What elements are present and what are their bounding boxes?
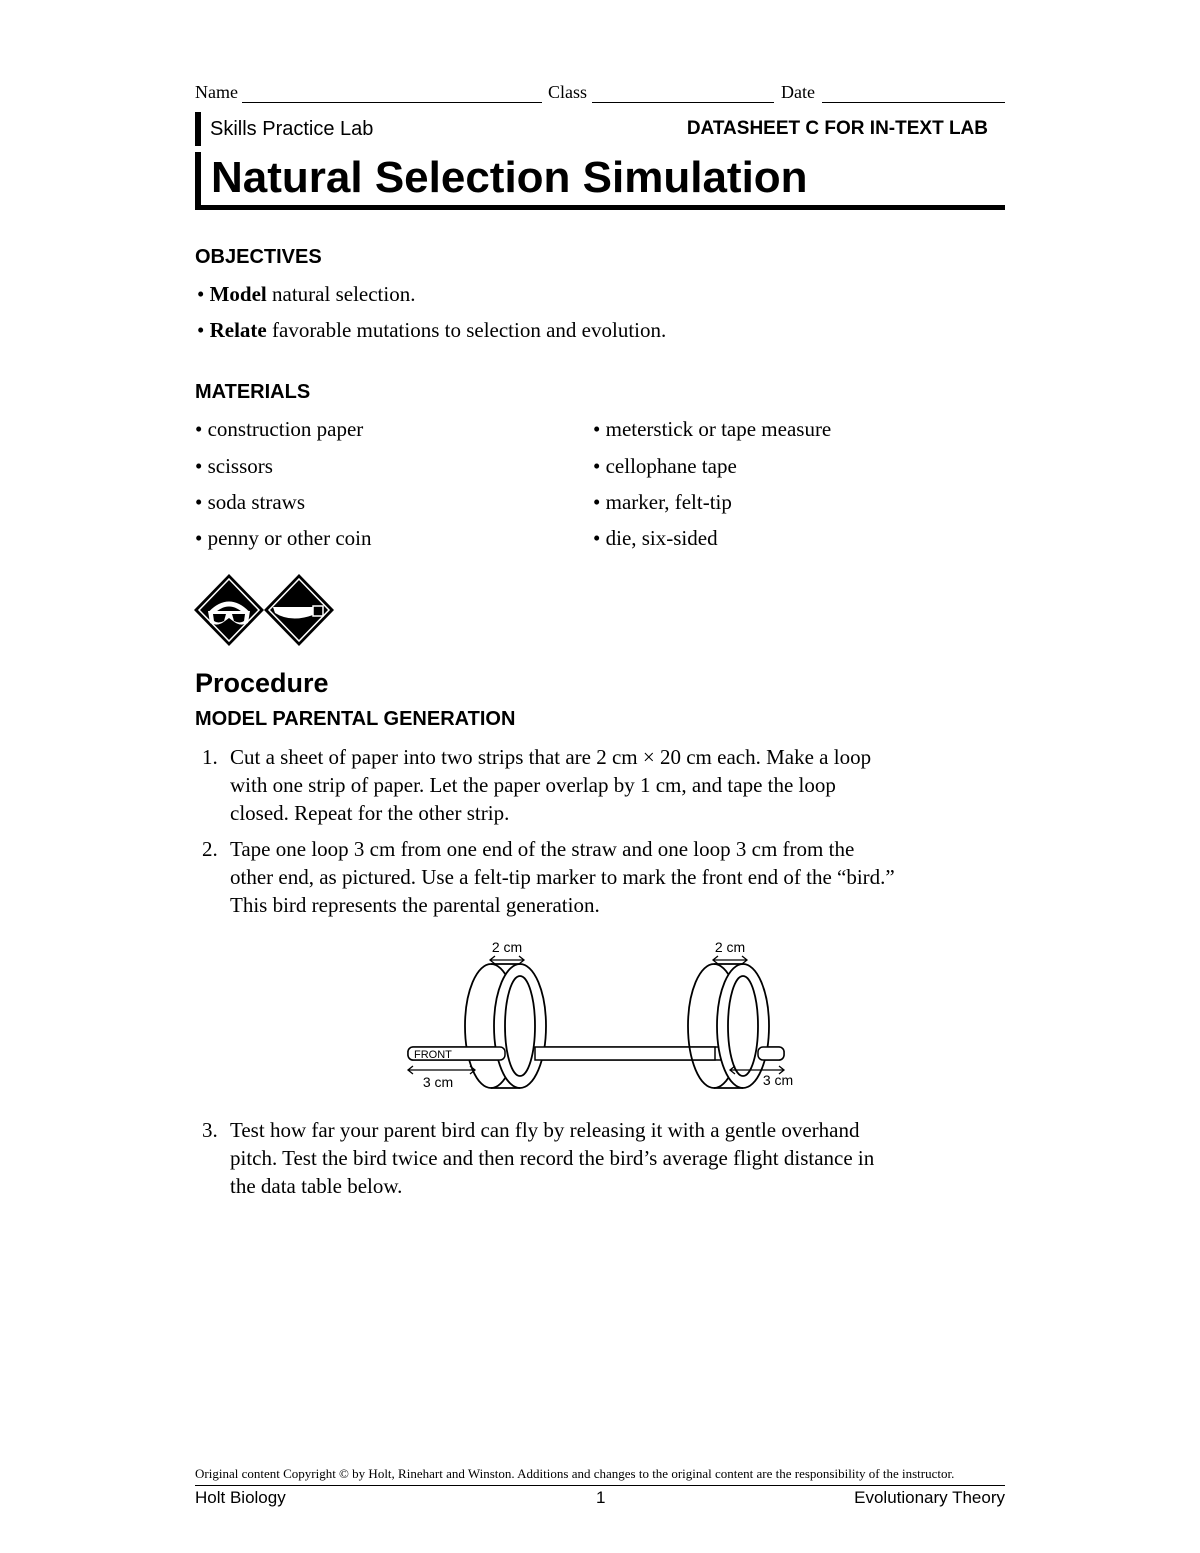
safety-goggles-icon	[194, 574, 264, 646]
class-label: Class	[548, 82, 588, 102]
name-label: Name	[195, 82, 238, 102]
footer-divider	[195, 1485, 1005, 1486]
step-text	[230, 835, 990, 919]
footer-book-title: Holt Biology	[195, 1488, 286, 1507]
loop-left	[465, 964, 546, 1088]
step-line: other end, as pictured. Use a felt-tip marker to mark the front end of the “bird.”	[230, 865, 895, 889]
loop-width-label-right: 2 cm	[714, 939, 746, 955]
material-text: meterstick or tape measure	[605, 417, 832, 441]
objectives-heading: OBJECTIVES	[195, 246, 322, 268]
step-line: This bird represents the parental generation.	[230, 893, 600, 917]
date-label: Date	[781, 82, 815, 102]
objective-item: • Model natural selection.	[197, 282, 416, 306]
materials-heading: MATERIALS	[195, 381, 311, 403]
front-label: FRONT	[414, 1049, 452, 1061]
title-underline	[195, 205, 1005, 210]
safety-icons	[193, 573, 337, 647]
footer-chapter: Evolutionary Theory	[854, 1488, 1005, 1507]
objective-item: • Relate favorable mutations to selection and evolution.	[197, 318, 667, 342]
step-number: 2.	[202, 837, 218, 861]
step-line: Test how far your parent bird can fly by releasing it with a gentle overhand	[230, 1118, 860, 1142]
material-text: soda straws	[207, 490, 306, 514]
date-field[interactable]	[822, 102, 1005, 103]
material-item: • cellophane tape	[593, 454, 737, 478]
sharp-object-icon	[264, 574, 334, 646]
material-item: • marker, felt-tip	[593, 490, 732, 514]
procedure-heading: Procedure	[195, 668, 329, 698]
offset-label-right: 3 cm	[762, 1072, 794, 1088]
step-line: with one strip of paper. Let the paper overlap by 1 cm, and tape the loop	[230, 773, 836, 797]
material-text: penny or other coin	[207, 526, 372, 550]
material-text: construction paper	[207, 417, 364, 441]
material-item: • scissors	[195, 454, 273, 478]
step-line: Cut a sheet of paper into two strips that are 2 cm × 20 cm each. Make a loop	[230, 745, 872, 769]
page-number: 1	[596, 1488, 606, 1507]
step-number: 3.	[202, 1118, 218, 1142]
material-text: marker, felt-tip	[605, 490, 732, 514]
datasheet-label: DATASHEET C FOR IN-TEXT LAB	[686, 118, 988, 139]
accent-bar	[195, 112, 201, 146]
lab-type-bar	[195, 112, 1005, 148]
step-line: closed. Repeat for the other strip.	[230, 801, 510, 825]
class-field[interactable]	[592, 102, 774, 103]
step-text	[230, 743, 990, 827]
title-accent-bar	[195, 152, 201, 210]
material-item: • construction paper	[195, 417, 364, 441]
name-field[interactable]	[242, 102, 542, 103]
copyright-notice: Original content Copyright © by Holt, Rinehart and Winston. Additions and changes to the original content are the responsibility of the instructor.	[195, 1466, 955, 1481]
objective-text: favorable mutations to selection and evolution.	[266, 318, 667, 342]
material-item: • soda straws	[195, 490, 306, 514]
page-title: Natural Selection Simulation	[211, 153, 808, 202]
offset-label-left: 3 cm	[422, 1074, 454, 1090]
student-info-fields	[195, 82, 1005, 108]
step-line: pitch. Test the bird twice and then record the bird’s average flight distance in	[230, 1146, 875, 1170]
step-line: Tape one loop 3 cm from one end of the straw and one loop 3 cm from the	[230, 837, 855, 861]
objective-keyword: Model	[209, 282, 267, 306]
bird-diagram	[400, 935, 795, 1095]
step-text	[230, 1116, 990, 1200]
procedure-subheading: MODEL PARENTAL GENERATION	[195, 708, 516, 730]
loop-width-label-left: 2 cm	[491, 939, 523, 955]
step-number: 1.	[202, 745, 218, 769]
material-item: • die, six-sided	[593, 526, 718, 550]
material-text: cellophane tape	[605, 454, 737, 478]
step-line: the data table below.	[230, 1174, 403, 1198]
material-text: die, six-sided	[605, 526, 718, 550]
objective-text: natural selection.	[266, 282, 416, 306]
lab-type: Skills Practice Lab	[210, 118, 374, 140]
objective-keyword: Relate	[209, 318, 267, 342]
material-item: • penny or other coin	[195, 526, 372, 550]
dimension-arrows	[490, 956, 747, 964]
title-block	[195, 152, 1005, 210]
material-item: • meterstick or tape measure	[593, 417, 832, 441]
material-text: scissors	[207, 454, 273, 478]
